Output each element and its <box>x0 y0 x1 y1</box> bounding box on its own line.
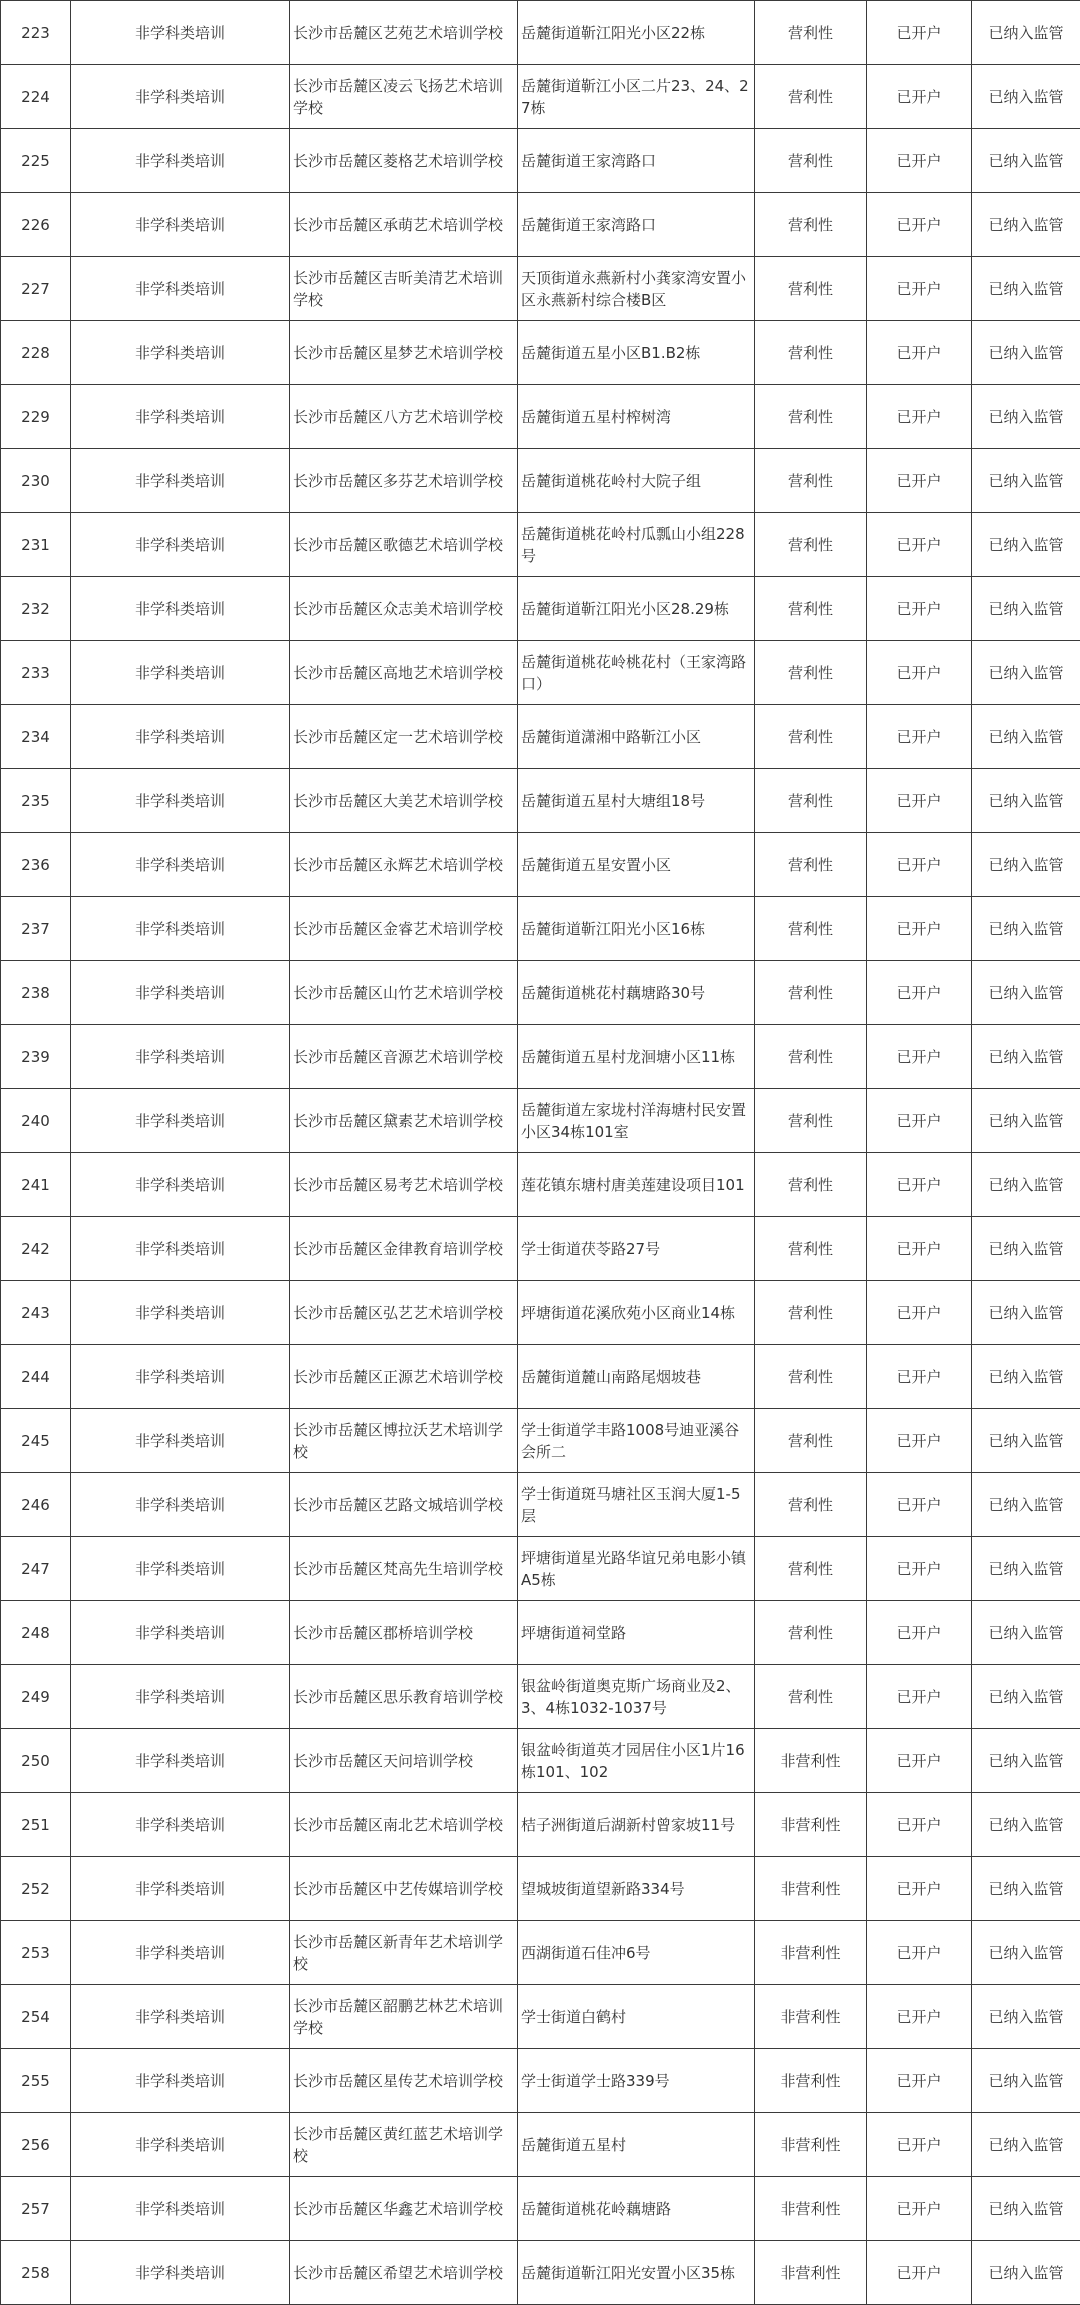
supervision-status: 已纳入监管 <box>972 385 1080 449</box>
account-status: 已开户 <box>867 1217 972 1281</box>
row-number: 253 <box>1 1921 71 1985</box>
profit-nature: 营利性 <box>755 641 867 705</box>
account-status: 已开户 <box>867 961 972 1025</box>
row-number: 232 <box>1 577 71 641</box>
table-row <box>1 577 1080 641</box>
table-row <box>1 193 1080 257</box>
table-row <box>1 449 1080 513</box>
row-number: 228 <box>1 321 71 385</box>
school-name: 长沙市岳麓区韶鹏艺林艺术培训学校 <box>290 1985 518 2049</box>
school-name: 长沙市岳麓区星梦艺术培训学校 <box>290 321 518 385</box>
table-row <box>1 1153 1080 1217</box>
row-number: 231 <box>1 513 71 577</box>
account-status: 已开户 <box>867 1921 972 1985</box>
supervision-status: 已纳入监管 <box>972 1 1080 65</box>
school-address: 岳麓街道五星安置小区 <box>518 833 755 897</box>
school-name: 长沙市岳麓区华鑫艺术培训学校 <box>290 2177 518 2241</box>
table-row <box>1 2177 1080 2241</box>
profit-nature: 营利性 <box>755 449 867 513</box>
training-category: 非学科类培训 <box>71 769 290 833</box>
table-row <box>1 1281 1080 1345</box>
table-row <box>1 65 1080 129</box>
training-category: 非学科类培训 <box>71 65 290 129</box>
school-address: 学士街道学士路339号 <box>518 2049 755 2113</box>
training-category: 非学科类培训 <box>71 897 290 961</box>
training-category: 非学科类培训 <box>71 705 290 769</box>
table-row <box>1 1537 1080 1601</box>
table-row <box>1 961 1080 1025</box>
profit-nature: 营利性 <box>755 1025 867 1089</box>
supervision-status: 已纳入监管 <box>972 1793 1080 1857</box>
training-category: 非学科类培训 <box>71 385 290 449</box>
training-category: 非学科类培训 <box>71 577 290 641</box>
profit-nature: 营利性 <box>755 769 867 833</box>
training-category: 非学科类培训 <box>71 1409 290 1473</box>
school-address: 岳麓街道桃花岭村大院子组 <box>518 449 755 513</box>
row-number: 255 <box>1 2049 71 2113</box>
supervision-status: 已纳入监管 <box>972 2241 1080 2305</box>
school-address: 岳麓街道潇湘中路靳江小区 <box>518 705 755 769</box>
training-category: 非学科类培训 <box>71 2177 290 2241</box>
supervision-status: 已纳入监管 <box>972 1345 1080 1409</box>
profit-nature: 营利性 <box>755 129 867 193</box>
profit-nature: 营利性 <box>755 513 867 577</box>
table-row <box>1 385 1080 449</box>
account-status: 已开户 <box>867 1985 972 2049</box>
table-row <box>1 897 1080 961</box>
school-name: 长沙市岳麓区多芬艺术培训学校 <box>290 449 518 513</box>
account-status: 已开户 <box>867 193 972 257</box>
profit-nature: 营利性 <box>755 1345 867 1409</box>
school-name: 长沙市岳麓区承萌艺术培训学校 <box>290 193 518 257</box>
school-name: 长沙市岳麓区希望艺术培训学校 <box>290 2241 518 2305</box>
row-number: 227 <box>1 257 71 321</box>
profit-nature: 营利性 <box>755 385 867 449</box>
school-name: 长沙市岳麓区永辉艺术培训学校 <box>290 833 518 897</box>
school-address: 岳麓街道左家垅村洋海塘村民安置小区34栋101室 <box>518 1089 755 1153</box>
profit-nature: 营利性 <box>755 1089 867 1153</box>
supervision-status: 已纳入监管 <box>972 1153 1080 1217</box>
school-address: 学士街道学丰路1008号迪亚溪谷会所二 <box>518 1409 755 1473</box>
school-name: 长沙市岳麓区金睿艺术培训学校 <box>290 897 518 961</box>
training-category: 非学科类培训 <box>71 1921 290 1985</box>
profit-nature: 营利性 <box>755 1473 867 1537</box>
account-status: 已开户 <box>867 1153 972 1217</box>
supervision-status: 已纳入监管 <box>972 577 1080 641</box>
school-name: 长沙市岳麓区郡桥培训学校 <box>290 1601 518 1665</box>
supervision-status: 已纳入监管 <box>972 2113 1080 2177</box>
training-category: 非学科类培训 <box>71 1345 290 1409</box>
school-address: 岳麓街道靳江阳光小区28.29栋 <box>518 577 755 641</box>
table-row <box>1 1 1080 65</box>
table-row <box>1 2049 1080 2113</box>
school-name: 长沙市岳麓区弘艺艺术培训学校 <box>290 1281 518 1345</box>
profit-nature: 营利性 <box>755 193 867 257</box>
row-number: 244 <box>1 1345 71 1409</box>
profit-nature: 营利性 <box>755 1409 867 1473</box>
account-status: 已开户 <box>867 1601 972 1665</box>
training-category: 非学科类培训 <box>71 961 290 1025</box>
account-status: 已开户 <box>867 257 972 321</box>
account-status: 已开户 <box>867 769 972 833</box>
school-name: 长沙市岳麓区黄红蓝艺术培训学校 <box>290 2113 518 2177</box>
row-number: 236 <box>1 833 71 897</box>
training-category: 非学科类培训 <box>71 513 290 577</box>
training-category: 非学科类培训 <box>71 129 290 193</box>
training-category: 非学科类培训 <box>71 1153 290 1217</box>
supervision-status: 已纳入监管 <box>972 833 1080 897</box>
row-number: 246 <box>1 1473 71 1537</box>
supervision-status: 已纳入监管 <box>972 1409 1080 1473</box>
training-category: 非学科类培训 <box>71 193 290 257</box>
school-name: 长沙市岳麓区音源艺术培训学校 <box>290 1025 518 1089</box>
school-name: 长沙市岳麓区艺路文城培训学校 <box>290 1473 518 1537</box>
training-category: 非学科类培训 <box>71 449 290 513</box>
table-row <box>1 705 1080 769</box>
school-name: 长沙市岳麓区天问培训学校 <box>290 1729 518 1793</box>
account-status: 已开户 <box>867 321 972 385</box>
profit-nature: 营利性 <box>755 897 867 961</box>
school-name: 长沙市岳麓区金律教育培训学校 <box>290 1217 518 1281</box>
table-row <box>1 1089 1080 1153</box>
account-status: 已开户 <box>867 577 972 641</box>
school-address: 岳麓街道桃花岭村瓜瓢山小组228号 <box>518 513 755 577</box>
training-category: 非学科类培训 <box>71 1729 290 1793</box>
training-category: 非学科类培训 <box>71 257 290 321</box>
school-address: 岳麓街道五星村大塘组18号 <box>518 769 755 833</box>
school-address: 岳麓街道王家湾路口 <box>518 193 755 257</box>
supervision-status: 已纳入监管 <box>972 1217 1080 1281</box>
school-address: 岳麓街道五星村榨树湾 <box>518 385 755 449</box>
training-category: 非学科类培训 <box>71 1857 290 1921</box>
account-status: 已开户 <box>867 1793 972 1857</box>
row-number: 240 <box>1 1089 71 1153</box>
account-status: 已开户 <box>867 129 972 193</box>
table-row <box>1 1345 1080 1409</box>
account-status: 已开户 <box>867 1345 972 1409</box>
school-name: 长沙市岳麓区凌云飞扬艺术培训学校 <box>290 65 518 129</box>
training-category: 非学科类培训 <box>71 1 290 65</box>
school-address: 岳麓街道桃花村藕塘路30号 <box>518 961 755 1025</box>
table-row <box>1 769 1080 833</box>
row-number: 237 <box>1 897 71 961</box>
school-address: 坪塘街道星光路华谊兄弟电影小镇A5栋 <box>518 1537 755 1601</box>
school-name: 长沙市岳麓区黛素艺术培训学校 <box>290 1089 518 1153</box>
profit-nature: 非营利性 <box>755 1857 867 1921</box>
account-status: 已开户 <box>867 1089 972 1153</box>
school-name: 长沙市岳麓区星传艺术培训学校 <box>290 2049 518 2113</box>
table-row <box>1 1857 1080 1921</box>
supervision-status: 已纳入监管 <box>972 1729 1080 1793</box>
school-address: 学士街道茯苓路27号 <box>518 1217 755 1281</box>
account-status: 已开户 <box>867 833 972 897</box>
profit-nature: 非营利性 <box>755 2177 867 2241</box>
row-number: 258 <box>1 2241 71 2305</box>
profit-nature: 营利性 <box>755 321 867 385</box>
account-status: 已开户 <box>867 2241 972 2305</box>
supervision-status: 已纳入监管 <box>972 257 1080 321</box>
school-address: 岳麓街道靳江阳光小区22栋 <box>518 1 755 65</box>
row-number: 242 <box>1 1217 71 1281</box>
profit-nature: 非营利性 <box>755 2049 867 2113</box>
supervision-status: 已纳入监管 <box>972 897 1080 961</box>
training-category: 非学科类培训 <box>71 321 290 385</box>
profit-nature: 非营利性 <box>755 1985 867 2049</box>
table-body <box>1 1 1080 2305</box>
school-name: 长沙市岳麓区博拉沃艺术培训学校 <box>290 1409 518 1473</box>
row-number: 257 <box>1 2177 71 2241</box>
account-status: 已开户 <box>867 513 972 577</box>
table-row <box>1 1601 1080 1665</box>
row-number: 254 <box>1 1985 71 2049</box>
table-row <box>1 321 1080 385</box>
supervision-status: 已纳入监管 <box>972 769 1080 833</box>
supervision-status: 已纳入监管 <box>972 1025 1080 1089</box>
profit-nature: 营利性 <box>755 705 867 769</box>
school-address: 岳麓街道麓山南路尾烟坡巷 <box>518 1345 755 1409</box>
training-category: 非学科类培训 <box>71 2049 290 2113</box>
school-name: 长沙市岳麓区大美艺术培训学校 <box>290 769 518 833</box>
supervision-status: 已纳入监管 <box>972 1473 1080 1537</box>
school-address: 岳麓街道靳江阳光小区16栋 <box>518 897 755 961</box>
profit-nature: 营利性 <box>755 257 867 321</box>
school-address: 银盆岭街道奥克斯广场商业及2、3、4栋1032-1037号 <box>518 1665 755 1729</box>
row-number: 250 <box>1 1729 71 1793</box>
table-row <box>1 641 1080 705</box>
account-status: 已开户 <box>867 1537 972 1601</box>
supervision-status: 已纳入监管 <box>972 641 1080 705</box>
training-category: 非学科类培训 <box>71 1473 290 1537</box>
school-name: 长沙市岳麓区菱格艺术培训学校 <box>290 129 518 193</box>
school-name: 长沙市岳麓区新青年艺术培训学校 <box>290 1921 518 1985</box>
row-number: 235 <box>1 769 71 833</box>
row-number: 243 <box>1 1281 71 1345</box>
supervision-status: 已纳入监管 <box>972 1281 1080 1345</box>
profit-nature: 营利性 <box>755 833 867 897</box>
supervision-status: 已纳入监管 <box>972 321 1080 385</box>
training-category: 非学科类培训 <box>71 1537 290 1601</box>
supervision-status: 已纳入监管 <box>972 513 1080 577</box>
account-status: 已开户 <box>867 65 972 129</box>
school-address: 学士街道白鹤村 <box>518 1985 755 2049</box>
profit-nature: 营利性 <box>755 1537 867 1601</box>
school-address: 岳麓街道五星小区B1.B2栋 <box>518 321 755 385</box>
account-status: 已开户 <box>867 449 972 513</box>
account-status: 已开户 <box>867 385 972 449</box>
row-number: 224 <box>1 65 71 129</box>
training-category: 非学科类培训 <box>71 2113 290 2177</box>
school-address: 西湖街道石佳冲6号 <box>518 1921 755 1985</box>
training-category: 非学科类培训 <box>71 1089 290 1153</box>
profit-nature: 营利性 <box>755 1665 867 1729</box>
account-status: 已开户 <box>867 641 972 705</box>
table-row <box>1 1665 1080 1729</box>
supervision-status: 已纳入监管 <box>972 2177 1080 2241</box>
profit-nature: 非营利性 <box>755 2241 867 2305</box>
row-number: 225 <box>1 129 71 193</box>
school-address: 岳麓街道靳江阳光安置小区35栋 <box>518 2241 755 2305</box>
school-name: 长沙市岳麓区思乐教育培训学校 <box>290 1665 518 1729</box>
account-status: 已开户 <box>867 1281 972 1345</box>
row-number: 233 <box>1 641 71 705</box>
row-number: 229 <box>1 385 71 449</box>
school-name: 长沙市岳麓区中艺传媒培训学校 <box>290 1857 518 1921</box>
school-name: 长沙市岳麓区吉昕美清艺术培训学校 <box>290 257 518 321</box>
profit-nature: 营利性 <box>755 1 867 65</box>
row-number: 252 <box>1 1857 71 1921</box>
table-row <box>1 1793 1080 1857</box>
supervision-status: 已纳入监管 <box>972 705 1080 769</box>
school-address: 莲花镇东塘村唐美莲建设项目101 <box>518 1153 755 1217</box>
training-category: 非学科类培训 <box>71 2241 290 2305</box>
account-status: 已开户 <box>867 1409 972 1473</box>
profit-nature: 营利性 <box>755 65 867 129</box>
row-number: 223 <box>1 1 71 65</box>
supervision-status: 已纳入监管 <box>972 449 1080 513</box>
school-address: 岳麓街道桃花岭藕塘路 <box>518 2177 755 2241</box>
training-category: 非学科类培训 <box>71 1985 290 2049</box>
table-row <box>1 1025 1080 1089</box>
school-name: 长沙市岳麓区定一艺术培训学校 <box>290 705 518 769</box>
supervision-status: 已纳入监管 <box>972 1921 1080 1985</box>
account-status: 已开户 <box>867 1 972 65</box>
school-address: 坪塘街道祠堂路 <box>518 1601 755 1665</box>
profit-nature: 营利性 <box>755 577 867 641</box>
school-name: 长沙市岳麓区众志美术培训学校 <box>290 577 518 641</box>
row-number: 245 <box>1 1409 71 1473</box>
supervision-status: 已纳入监管 <box>972 1537 1080 1601</box>
row-number: 241 <box>1 1153 71 1217</box>
profit-nature: 非营利性 <box>755 2113 867 2177</box>
table-row <box>1 833 1080 897</box>
table-row <box>1 1985 1080 2049</box>
row-number: 256 <box>1 2113 71 2177</box>
school-name: 长沙市岳麓区高地艺术培训学校 <box>290 641 518 705</box>
table-row <box>1 513 1080 577</box>
account-status: 已开户 <box>867 1665 972 1729</box>
school-address: 银盆岭街道英才园居住小区1片16栋101、102 <box>518 1729 755 1793</box>
table-row <box>1 257 1080 321</box>
school-name: 长沙市岳麓区梵高先生培训学校 <box>290 1537 518 1601</box>
table-row <box>1 1473 1080 1537</box>
school-name: 长沙市岳麓区艺苑艺术培训学校 <box>290 1 518 65</box>
row-number: 230 <box>1 449 71 513</box>
row-number: 248 <box>1 1601 71 1665</box>
profit-nature: 营利性 <box>755 1281 867 1345</box>
supervision-status: 已纳入监管 <box>972 2049 1080 2113</box>
profit-nature: 营利性 <box>755 1217 867 1281</box>
profit-nature: 营利性 <box>755 1601 867 1665</box>
row-number: 226 <box>1 193 71 257</box>
table-row <box>1 1217 1080 1281</box>
school-address: 岳麓街道五星村 <box>518 2113 755 2177</box>
profit-nature: 非营利性 <box>755 1921 867 1985</box>
school-address: 天顶街道永燕新村小龚家湾安置小区永燕新村综合楼B区 <box>518 257 755 321</box>
table-row <box>1 2241 1080 2305</box>
school-address: 岳麓街道桃花岭桃花村（王家湾路口） <box>518 641 755 705</box>
account-status: 已开户 <box>867 1729 972 1793</box>
row-number: 234 <box>1 705 71 769</box>
school-address: 岳麓街道王家湾路口 <box>518 129 755 193</box>
supervision-status: 已纳入监管 <box>972 1601 1080 1665</box>
account-status: 已开户 <box>867 897 972 961</box>
account-status: 已开户 <box>867 2113 972 2177</box>
table-row <box>1 2113 1080 2177</box>
table-row <box>1 129 1080 193</box>
school-name: 长沙市岳麓区八方艺术培训学校 <box>290 385 518 449</box>
training-category: 非学科类培训 <box>71 1217 290 1281</box>
training-category: 非学科类培训 <box>71 1665 290 1729</box>
profit-nature: 营利性 <box>755 1153 867 1217</box>
school-address: 桔子洲街道后湖新村曾家坡11号 <box>518 1793 755 1857</box>
account-status: 已开户 <box>867 1473 972 1537</box>
school-name: 长沙市岳麓区正源艺术培训学校 <box>290 1345 518 1409</box>
training-category: 非学科类培训 <box>71 1025 290 1089</box>
profit-nature: 非营利性 <box>755 1793 867 1857</box>
school-name: 长沙市岳麓区易考艺术培训学校 <box>290 1153 518 1217</box>
account-status: 已开户 <box>867 1025 972 1089</box>
school-address: 岳麓街道靳江小区二片23、24、27栋 <box>518 65 755 129</box>
supervision-status: 已纳入监管 <box>972 129 1080 193</box>
supervision-status: 已纳入监管 <box>972 1665 1080 1729</box>
school-address: 望城坡街道望新路334号 <box>518 1857 755 1921</box>
school-address: 学士街道斑马塘社区玉润大厦1-5层 <box>518 1473 755 1537</box>
supervision-status: 已纳入监管 <box>972 961 1080 1025</box>
school-name: 长沙市岳麓区南北艺术培训学校 <box>290 1793 518 1857</box>
table-row <box>1 1729 1080 1793</box>
row-number: 247 <box>1 1537 71 1601</box>
training-category: 非学科类培训 <box>71 1601 290 1665</box>
table-row <box>1 1409 1080 1473</box>
supervision-status: 已纳入监管 <box>972 65 1080 129</box>
training-category: 非学科类培训 <box>71 641 290 705</box>
profit-nature: 非营利性 <box>755 1729 867 1793</box>
training-category: 非学科类培训 <box>71 1281 290 1345</box>
row-number: 251 <box>1 1793 71 1857</box>
supervision-status: 已纳入监管 <box>972 193 1080 257</box>
school-address: 坪塘街道花溪欣苑小区商业14栋 <box>518 1281 755 1345</box>
supervision-status: 已纳入监管 <box>972 1985 1080 2049</box>
school-address: 岳麓街道五星村龙洄塘小区11栋 <box>518 1025 755 1089</box>
training-category: 非学科类培训 <box>71 833 290 897</box>
table-row <box>1 1921 1080 1985</box>
account-status: 已开户 <box>867 1857 972 1921</box>
supervision-status: 已纳入监管 <box>972 1857 1080 1921</box>
row-number: 239 <box>1 1025 71 1089</box>
row-number: 249 <box>1 1665 71 1729</box>
school-name: 长沙市岳麓区歌德艺术培训学校 <box>290 513 518 577</box>
training-category: 非学科类培训 <box>71 1793 290 1857</box>
account-status: 已开户 <box>867 705 972 769</box>
account-status: 已开户 <box>867 2177 972 2241</box>
supervision-status: 已纳入监管 <box>972 1089 1080 1153</box>
row-number: 238 <box>1 961 71 1025</box>
account-status: 已开户 <box>867 2049 972 2113</box>
profit-nature: 营利性 <box>755 961 867 1025</box>
school-name: 长沙市岳麓区山竹艺术培训学校 <box>290 961 518 1025</box>
